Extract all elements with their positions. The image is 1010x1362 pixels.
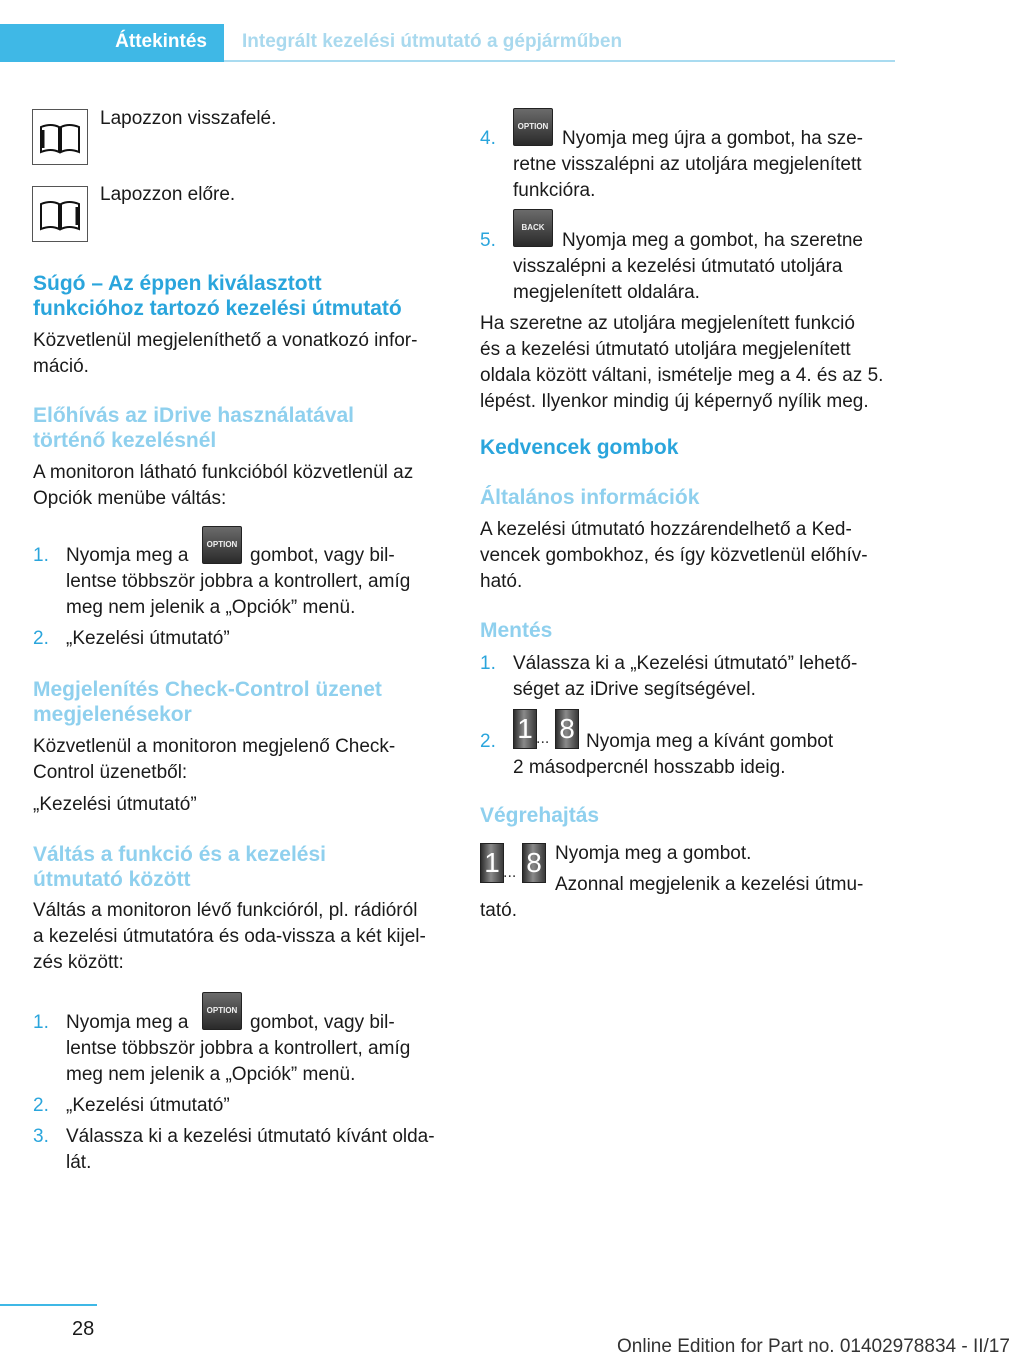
idrive-text-line1: A monitoron látható funkcióból közvetlenül az (33, 462, 414, 483)
step-text: „Kezelési útmutató” (66, 1095, 230, 1116)
help-heading-line2: funkcióhoz tartozó kezelési útmutató (33, 297, 402, 320)
header-tab (0, 24, 224, 62)
step-number: 1. (33, 1012, 49, 1033)
exec-text-line1: Nyomja meg a gombot. (555, 843, 752, 864)
book-back-icon (32, 109, 88, 165)
page-forward-text: Lapozzon előre. (100, 184, 236, 205)
idrive-heading-line2: történő kezelésnél (33, 429, 217, 452)
favorite-button-1-icon: 1 (480, 843, 504, 883)
ellipsis-icon: ... (503, 864, 517, 881)
switch-text-line2: a kezelési útmutatóra és oda-vissza a két kijel‐ (33, 926, 426, 947)
step-number: 1. (480, 653, 496, 674)
favorite-button-1-icon: 1 (513, 709, 537, 749)
general-text-line2: vencek gombokhoz, és így közvetlenül előhív‐ (480, 545, 868, 566)
help-text-line1: Közvetlenül megjeleníthető a vonatkozó infor‐ (33, 330, 418, 351)
step-text: meg nem jelenik a „Opciók” menü. (66, 597, 356, 618)
page-number: 28 (72, 1318, 95, 1340)
toggle-text-line4: lépést. Ilyenkor mindig új képernyő nyílik meg. (480, 391, 869, 412)
step-text: „Kezelési útmutató” (66, 628, 230, 649)
toggle-text-line1: Ha szeretne az utoljára megjelenített funkció (480, 313, 855, 334)
checkcontrol-item: „Kezelési útmutató” (33, 794, 197, 815)
step-text: Válassza ki a „Kezelési útmutató” lehető‐ (513, 653, 858, 674)
option-button-icon: OPTION (202, 526, 242, 564)
page-back-text: Lapozzon visszafelé. (100, 108, 277, 129)
exec-heading: Végrehajtás (480, 804, 600, 827)
step-number: 2. (33, 628, 49, 649)
step-text: séget az iDrive segítségével. (513, 679, 756, 700)
step-number: 1. (33, 545, 49, 566)
edition-text: Online Edition for Part no. 01402978834 - II/17 (617, 1336, 1010, 1357)
step-text: gombot, vagy bil‐ (250, 1012, 395, 1033)
step-text: gombot, vagy bil‐ (250, 545, 395, 566)
option-button-icon: OPTION (513, 108, 553, 146)
help-text-line2: máció. (33, 356, 89, 377)
favorites-heading: Kedvencek gombok (480, 436, 679, 459)
step-text: lentse többször jobbra a kontrollert, amíg (66, 571, 411, 592)
step-text: Nyomja meg a (66, 545, 189, 566)
step-number: 4. (480, 128, 496, 149)
step-text: funkcióra. (513, 180, 596, 201)
footer-rule (0, 1304, 97, 1306)
step-number: 2. (480, 731, 496, 752)
step-text: Nyomja meg a kívánt gombot (586, 731, 834, 752)
switch-text-line1: Váltás a monitoron lévő funkcióról, pl. rádióról (33, 900, 418, 921)
exec-text-line2: Azonnal megjelenik a kezelési útmu‐ (555, 874, 864, 895)
step-text: meg nem jelenik a „Opciók” menü. (66, 1064, 356, 1085)
toggle-text-line3: oldala között váltani, ismételje meg a 4. és az 5. (480, 365, 884, 386)
header-tab-label: Áttekintés (115, 31, 207, 52)
step-text: 2 másodpercnél hosszabb ideig. (513, 757, 786, 778)
switch-heading-line2: útmutató között (33, 868, 191, 891)
exec-text-line3: tató. (480, 900, 517, 921)
back-button-icon: BACK (513, 209, 553, 247)
checkcontrol-heading-line2: megjelenésekor (33, 703, 192, 726)
checkcontrol-text-line1: Közvetlenül a monitoron megjelenő Check- (33, 736, 396, 757)
step-text: visszalépni a kezelési útmutató utoljára (513, 256, 843, 277)
book-forward-icon (32, 186, 88, 242)
general-text-line3: ható. (480, 571, 523, 592)
option-button-icon: OPTION (202, 992, 242, 1030)
step-text: megjelenített oldalára. (513, 282, 700, 303)
help-heading-line1: Súgó – Az éppen kiválasztott (33, 272, 322, 295)
step-text: Nyomja meg újra a gombot, ha sze‐ (562, 128, 863, 149)
checkcontrol-text-line2: Control üzenetből: (33, 762, 188, 783)
step-text: Nyomja meg a (66, 1012, 189, 1033)
favorite-button-8-icon: 8 (555, 709, 579, 749)
step-text: retne visszalépni az utoljára megjelenített (513, 154, 862, 175)
checkcontrol-heading-line1: Megjelenítés Check-Control üzenet (33, 678, 382, 701)
toggle-text-line2: és a kezelési útmutató utoljára megjelenített (480, 339, 851, 360)
idrive-text-line2: Opciók menübe váltás: (33, 488, 227, 509)
idrive-heading-line1: Előhívás az iDrive használatával (33, 404, 354, 427)
step-number: 2. (33, 1095, 49, 1116)
general-heading: Általános információk (480, 486, 700, 509)
switch-heading-line1: Váltás a funkció és a kezelési (33, 843, 326, 866)
general-text-line1: A kezelési útmutató hozzárendelhető a Ked‐ (480, 519, 852, 540)
step-number: 3. (33, 1126, 49, 1147)
switch-text-line3: zés között: (33, 952, 124, 973)
step-text: lát. (66, 1152, 92, 1173)
save-heading: Mentés (480, 619, 553, 642)
header-subtitle: Integrált kezelési útmutató a gépjárműben (242, 31, 623, 52)
header-rule (224, 60, 895, 62)
ellipsis-icon: ... (536, 730, 550, 747)
step-text: lentse többször jobbra a kontrollert, amíg (66, 1038, 411, 1059)
step-number: 5. (480, 230, 496, 251)
favorite-button-8-icon: 8 (522, 843, 546, 883)
step-text: Nyomja meg a gombot, ha szeretne (562, 230, 863, 251)
step-text: Válassza ki a kezelési útmutató kívánt olda‐ (66, 1126, 435, 1147)
